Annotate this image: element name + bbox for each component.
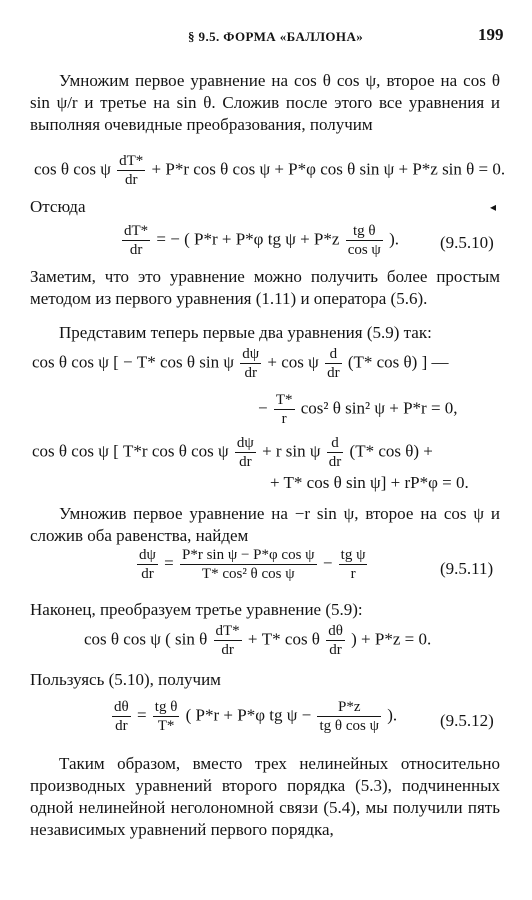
eq5-f-num: P*r sin ψ − P*φ cos ψ [181,547,315,563]
paragraph-3: Заметим, что это уравнение можно получить более простым методом из первого уравнения (1.11) и оператора (5.6). [30,267,500,308]
eq4-b: + r sin ψ [262,441,321,461]
eq6-dtheta [326,622,345,659]
eq2-close: ). [389,229,399,249]
eq6-c: ) + P*z = 0. [351,629,432,649]
eq4-dpsi-num: dψ [236,435,254,451]
eq3-dpsi-den: dr [244,365,257,381]
eq2-num: dT* [124,223,149,239]
paragraph-2: Отсюда [30,197,86,216]
eq3-t-den: r [281,411,287,427]
eq7-f-num: tg θ [154,699,178,715]
eq5-g-fraction [339,546,368,583]
eq3-d-den: dr [327,365,340,381]
section-title: § 9.5. ФОРМА «БАЛЛОНА» [188,29,364,44]
equation-sum [34,152,505,189]
eq7-body: ( P*r + P*φ tg ψ − [185,705,312,725]
eq7-g-fraction [317,698,381,735]
eq7-derivative [112,698,131,735]
equation-9-5-10 [120,222,399,259]
eq4-a: cos θ cos ψ [ T*r cos θ cos ψ [32,441,229,461]
eq4-d-den: dr [328,454,342,470]
equation-third [84,622,431,659]
eq3-b: + cos ψ [267,352,319,372]
eq6-num2: dθ [328,623,343,639]
equation-label-9-5-12: (9.5.12) [440,711,494,730]
eq5-num: dψ [139,547,156,563]
eq3-dpsi [240,345,261,382]
eq3-dpsi-num: dψ [242,346,260,362]
equation-9-5-11: $\frac{d\psi}{dr}$ = $\frac{\text{P*r sin ψ − P*φ cos ψ}}{\text{T* cos² θ cos ψ}}$ − $\frac{\text{tg ψ}}{r}$ [139,547,366,582]
eq3-c: (T* cos θ) ] — [347,352,449,372]
equation-label-9-5-10: (9.5.10) [440,233,494,252]
eq6-dT [214,622,242,659]
eq2-fraction [346,222,383,259]
eq5-minus: − [322,553,333,573]
eq1-lead: cos θ cos ψ [34,159,111,179]
eq3-a: cos θ cos ψ [ − T* cos θ sin ψ [32,352,235,372]
margin-mark: ◂ [490,200,497,214]
paragraph-1: Умножим первое уравнение на cos θ cos ψ, второе на cos θ sin ψ/r и третье на sin θ. Сложив после этого все уравнения и выполняя очевидные преобразования, получим [30,71,500,134]
eq7-close: ). [387,705,398,725]
eq1-derivative [117,152,145,189]
equation-label-9-5-11: (9.5.11) [440,559,494,578]
eq5-f-den: T* cos² θ cos ψ [201,566,295,582]
eq4-d [327,434,344,471]
eq5-g-num: tg ψ [340,547,366,563]
equation-9-5-12 [110,698,397,735]
eq2-f-den: cos ψ [347,242,381,258]
paragraph-8: Таким образом, вместо трех нелинейных относительно производных уравнений второго порядка (5.3), подчиненных одной нелинейной неголономной связи (5.4), мы получили пять независимых уравнений первого порядка, [30,754,500,839]
eq1-den: dr [124,172,138,188]
eq5-fraction [180,546,317,583]
eq5-den: dr [141,566,154,582]
paragraph-6: Наконец, преобразуем третье уравнение (5.9): [30,600,363,619]
eq2-f-num: tg θ [346,222,383,241]
equation-first-line2 [258,391,458,428]
equation-second-line2: + T* cos θ sin ψ] + rP*φ = 0. [270,473,469,492]
eq7-g-den: tg θ cos ψ [319,718,379,734]
eq7-eq: = [136,705,147,725]
paragraph-7: Пользуясь (5.10), получим [30,670,221,689]
paragraph-4: Представим теперь первые два уравнения (5.9) так: [59,323,432,342]
running-header [0,26,532,50]
eq3-t-num: T* [275,392,293,408]
eq3-d-num: d [325,345,342,364]
eq5-derivative [137,546,158,583]
equation-second-line1 [32,434,433,471]
eq6-a: cos θ cos ψ ( sin θ [84,629,208,649]
eq4-dpsi [235,434,256,471]
eq2-body: = − ( P*r + P*φ tg ψ + P*z [156,229,340,249]
eq3-t-frac [274,391,295,428]
eq6-num: dT* [215,623,240,639]
eq1-rest: + P*r cos θ cos ψ + P*φ cos θ sin ψ + P*z sin θ = 0. [151,159,506,179]
paragraph-5: Умножив первое уравнение на −r sin ψ, второе на cos ψ и сложив оба равенства, найдем [30,504,500,545]
eq7-den: dr [115,718,128,734]
eq3-d [325,345,342,382]
eq5-g-den: r [350,566,356,582]
eq4-c: (T* cos θ) + [349,441,433,461]
eq3-line2-a: − [258,398,268,418]
eq2-derivative [122,222,150,259]
eq6-den: dr [221,642,234,658]
eq7-f-den: T* [157,718,175,734]
eq6-b: + T* cos θ [247,629,320,649]
eq7-fraction [153,698,180,735]
eq7-num: dθ [114,699,129,715]
equation-first-line1 [32,345,448,382]
eq2-den: dr [129,242,143,258]
eq1-num: dT* [119,153,144,169]
eq6-den2: dr [329,642,342,658]
eq3-line2-b: cos² θ sin² ψ + P*r = 0, [300,398,458,418]
eq7-g-num: P*z [317,698,381,717]
page-number: 199 [478,25,504,44]
eq4-dpsi-den: dr [239,454,252,470]
eq4-d-num: d [327,434,344,453]
